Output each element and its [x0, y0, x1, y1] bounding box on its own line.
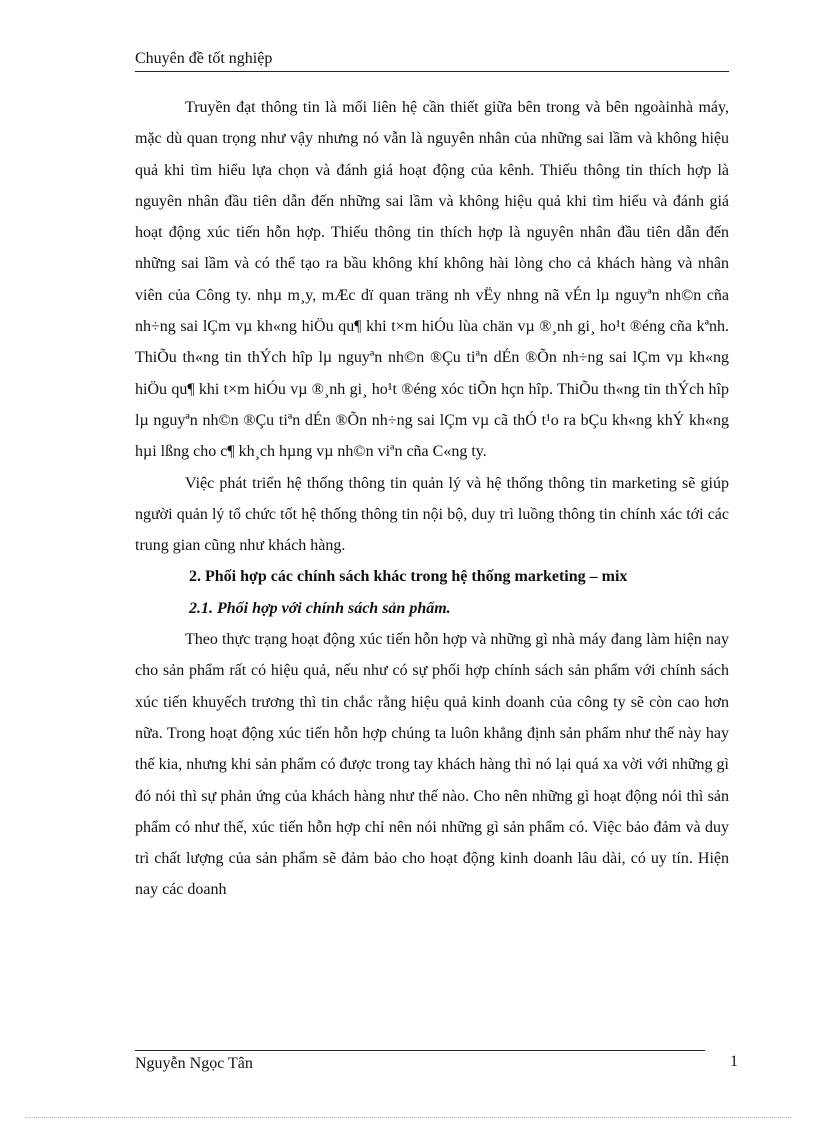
- page-number: 1: [730, 1053, 738, 1070]
- paragraph-communication: Truyền đạt thông tin là mối liên hệ cần thiết giữa bên trong và bên ngoàinhà máy, mặc dù quan trọng như vậy nhưng nó vẫn là nguyên nhân của những sai lầm và không hiệu quả khi tìm hiểu lựa chọn và đánh giá hoạt động của kênh. Thiếu thông tin thích hợp là nguyên nhân đầu tiên dẫn đến những sai lầm và không hiệu quả khi tìm hiểu và đánh giá hoạt động xúc tiến hỗn hợp. Thiếu thông tin thích hợp là nguyên nhân đầu tiên dẫn đến những sai lầm và có thể tạo ra bầu không khí không hài lòng cho cả khách hàng và nhân viên của Công ty. nhµ m¸y, mÆc dï quan träng nh vËy nhng nã vÉn lµ nguyªn nh©n cña nh÷ng sai lÇm vµ kh«ng hiÖu qu¶ khi t×m hiÓu lùa chän vµ ®¸nh gi¸ ho¹t ®éng cña kªnh. ThiÕu th«ng tin thÝch hîp lµ nguyªn nh©n ®Çu tiªn dÉn ®Õn nh÷ng sai lÇm vµ kh«ng hiÖu qu¶ khi t×m hiÓu vµ ®¸nh gi¸ ho¹t ®éng xóc tiÕn hçn hîp. ThiÕu th«ng tin thÝch hîp lµ nguyªn nh©n ®Çu tiªn dÉn ®Õn nh÷ng sai lÇm vµ cã thÓ t¹o ra bÇu kh«ng khÝ kh«ng hµi lßng cho c¶ kh¸ch hµng vµ nh©n viªn cña C«ng ty.: [135, 99, 729, 461]
- page-bottom-border: [25, 1117, 791, 1118]
- page-header: Chuyên đề tốt nghiệp: [135, 50, 729, 72]
- subsection-heading: 2.1. Phối hợp với chính sách sản phẩm.: [189, 599, 451, 617]
- paragraph-info-system: Việc phát triển hệ thống thông tin quản lý và hệ thống thông tin marketing sẽ giúp người quản lý tổ chức tốt hệ thống thông tin nội bộ, duy trì luồng thông tin chính xác tới các trung gian cũng như khách hàng.: [135, 474, 729, 555]
- footer-author: Nguyễn Ngọc Tân: [135, 1055, 253, 1072]
- footer-divider: [135, 1050, 705, 1051]
- section-heading: 2. Phối hợp các chính sách khác trong hệ thống marketing – mix: [189, 568, 628, 586]
- document-body: [135, 92, 729, 906]
- paragraph-product-policy: Theo thực trạng hoạt động xúc tiến hỗn hợp và những gì nhà máy đang làm hiện nay cho sản phẩm rất có hiệu quả, nếu như có sự phối hợp chính sách sản phẩm với chính sách xúc tiến khuyếch trương thì tin chắc rằng hiệu quả kinh doanh của công ty sẽ còn cao hơn nữa. Trong hoạt động xúc tiến hỗn hợp chúng ta luôn khẳng định sản phẩm như thế này hay thế kia, nhưng khi sản phẩm có được trong tay khách hàng thì nó lại quá xa vời với những gì đó nói thì sự phản ứng của khách hàng như thế nào. Cho nên những gì hoạt động nói thì sản phẩm có như thế, xúc tiến hỗn hợp chỉ nên nói những gì sản phẩm có. Việc bảo đảm và duy trì chất lượng của sản phẩm sẽ đảm bảo cho hoạt động kinh doanh lâu dài, có uy tín. Hiện nay các doanh: [135, 631, 729, 899]
